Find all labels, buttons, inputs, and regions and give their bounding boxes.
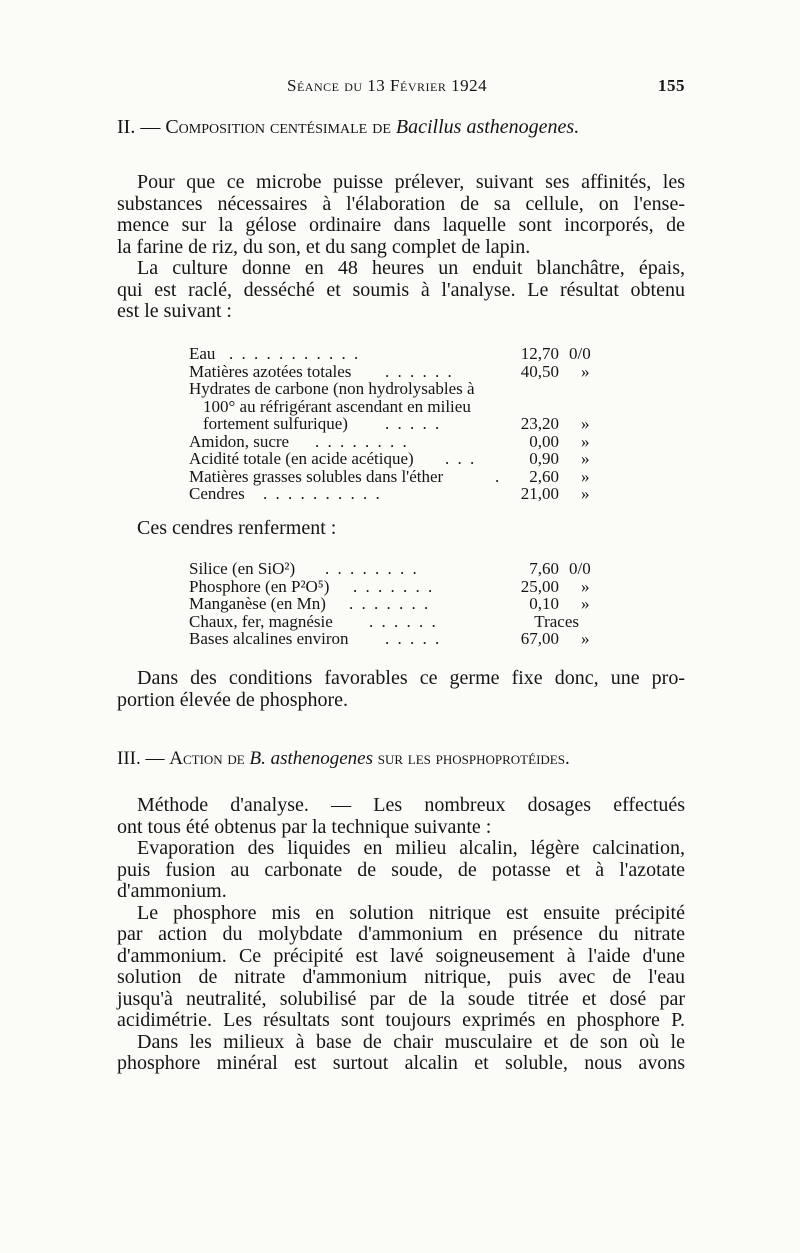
row-value: 40,50 xyxy=(520,361,559,381)
row-unit: 0/0 xyxy=(569,559,591,578)
row-value: 21,00 xyxy=(520,484,559,503)
row-unit: » xyxy=(581,466,590,486)
section-2-species: Bacillus asthenogenes. xyxy=(395,116,580,138)
row-label: Hydrates de carbone (non hydrolysables à xyxy=(189,379,475,398)
table-row xyxy=(189,595,619,613)
table-row xyxy=(189,363,619,381)
method-line: ont tous été obtenus par la technique suivante : xyxy=(117,815,492,838)
page-number: 155 xyxy=(658,76,685,95)
table-row xyxy=(189,450,619,468)
leader-dots: . . . . . xyxy=(385,414,442,433)
method-line: d'ammonium. Ce précipité est lavé soigneusement à l'aide d'une xyxy=(117,944,685,967)
intro-line: La culture donne en 48 heures un enduit blanchâtre, épais, xyxy=(137,257,685,279)
row-unit: » xyxy=(581,576,590,596)
row-label: Manganèse (en Mn) xyxy=(189,594,326,613)
row-value: 12,70 xyxy=(520,344,559,363)
section-2-heading xyxy=(117,116,685,139)
section-3-heading xyxy=(117,748,685,770)
method-line: jusqu'à neutralité, solubilisé par de la soude titrée et dosé par xyxy=(117,987,685,1010)
row-unit: » xyxy=(581,414,590,433)
intro-line: mence sur la gélose ordinaire dans laquelle sont incorporés, de xyxy=(117,214,685,236)
leader-dots: . . . . . xyxy=(385,629,442,648)
conclusion-paragraph xyxy=(117,668,685,711)
intro-line: substances nécessaires à l'élaboration de sa cellule, on l'ense- xyxy=(117,192,685,215)
row-value: 0,00 xyxy=(529,431,559,451)
method-line: d'ammonium. xyxy=(117,880,227,902)
leader-dots: . . . . . . . xyxy=(349,594,431,613)
intro-line: la farine de riz, du son, et du sang complet de lapin. xyxy=(117,235,531,258)
leader-dots: . . . . . . xyxy=(369,611,438,631)
table-row xyxy=(189,613,619,631)
table-row xyxy=(189,415,619,433)
running-head xyxy=(117,76,685,102)
row-value: 25,00 xyxy=(520,576,559,596)
row-value: 0,10 xyxy=(529,594,559,613)
row-label: Silice (en SiO²) xyxy=(189,559,296,578)
row-label: Chaux, fer, magnésie xyxy=(189,611,333,631)
table-row xyxy=(189,485,619,503)
row-label: Phosphore (en P²O⁵) xyxy=(189,576,330,596)
method-line: Evaporation des liquides en milieu alcalin, légère calcination, xyxy=(137,837,685,859)
leader-dots: . . . . . . . . . . . xyxy=(229,344,361,363)
section-2-title: Composition centésimale de xyxy=(165,116,396,138)
conclusion-line: portion élevée de phosphore. xyxy=(117,688,349,711)
method-line: Méthode d'analyse. — Les nombreux dosages effectués xyxy=(137,794,685,816)
intro-line: Pour que ce microbe puisse prélever, suivant ses affinités, les xyxy=(137,171,685,193)
table-row xyxy=(189,433,619,451)
row-value: 2,60 xyxy=(529,466,559,486)
table-row xyxy=(189,468,619,486)
conclusion-line: Dans des conditions favorables ce germe fixe donc, une pro- xyxy=(137,667,685,689)
leader-dots: . xyxy=(495,466,502,486)
section-3-title-b: sur les phosphoprotéides. xyxy=(373,748,570,769)
row-label: Acidité totale (en acide acétique) xyxy=(189,449,414,468)
table-row xyxy=(189,380,619,398)
row-unit: » xyxy=(581,361,590,381)
row-unit: » xyxy=(581,431,590,451)
row-label: Cendres xyxy=(189,484,245,503)
ash-caption: Ces cendres renferment : xyxy=(137,517,337,539)
method-line: solution de nitrate d'ammonium nitrique, puis avec de l'eau xyxy=(117,966,685,988)
row-unit: » xyxy=(581,629,590,648)
intro-line: est le suivant : xyxy=(117,300,232,322)
method-line: phosphore minéral est surtout alcalin et soluble, nous avons xyxy=(117,1052,685,1074)
row-value: 67,00 xyxy=(520,629,559,648)
section-2-numeral: II. — xyxy=(117,116,166,138)
composition-table xyxy=(189,345,619,503)
leader-dots: . . . xyxy=(445,449,477,468)
table-row xyxy=(189,345,619,363)
leader-dots: . . . . . . xyxy=(385,361,454,381)
leader-dots: . . . . . . . . xyxy=(315,431,409,451)
row-label: Matières grasses solubles dans l'éther xyxy=(189,466,444,486)
table-row xyxy=(189,630,619,648)
method-line: Dans les milieux à base de chair musculaire et de son où le xyxy=(137,1030,685,1053)
row-label: 100° au réfrigérant ascendant en milieu xyxy=(203,396,471,416)
method-paragraph xyxy=(117,795,685,1075)
section-3-numeral: III. — xyxy=(117,748,170,769)
row-value: Traces xyxy=(534,611,579,631)
row-unit: 0/0 xyxy=(569,344,591,363)
method-line: Le phosphore mis en solution nitrique est ensuite précipité xyxy=(137,901,685,924)
table-row xyxy=(189,578,619,596)
row-unit: » xyxy=(581,449,590,468)
row-label: Matières azotées totales xyxy=(189,361,352,381)
row-value: 23,20 xyxy=(520,414,559,433)
method-line: puis fusion au carbonate de soude, de potasse et à l'azotate xyxy=(117,858,685,881)
intro-line: qui est raclé, desséché et soumis à l'analyse. Le résultat obtenu xyxy=(117,278,685,301)
intro-paragraph xyxy=(117,172,685,323)
row-label: Bases alcalines environ xyxy=(189,629,349,648)
row-label: fortement sulfurique) xyxy=(203,414,348,433)
section-3-species: B. asthenogenes xyxy=(249,748,373,769)
row-value: 7,60 xyxy=(529,559,559,578)
table-row xyxy=(189,560,619,578)
method-line: acidimétrie. Les résultats sont toujours exprimés en phosphore P. xyxy=(117,1009,685,1031)
leader-dots: . . . . . . . xyxy=(353,576,435,596)
row-unit: » xyxy=(581,484,590,503)
row-value: 0,90 xyxy=(529,449,559,468)
row-label: Amidon, sucre xyxy=(189,431,290,451)
method-line: par action du molybdate d'ammonium en présence du nitrate xyxy=(117,923,685,945)
table-row xyxy=(189,398,619,416)
row-unit: » xyxy=(581,594,590,613)
row-label: Eau xyxy=(189,344,216,363)
leader-dots: . . . . . . . . . . xyxy=(263,484,382,503)
ash-table xyxy=(189,560,619,648)
leader-dots: . . . . . . . . xyxy=(325,559,419,578)
section-3-title-a: Action de xyxy=(169,748,250,769)
running-head-title: Séance du 13 Février 1924 xyxy=(287,76,488,95)
